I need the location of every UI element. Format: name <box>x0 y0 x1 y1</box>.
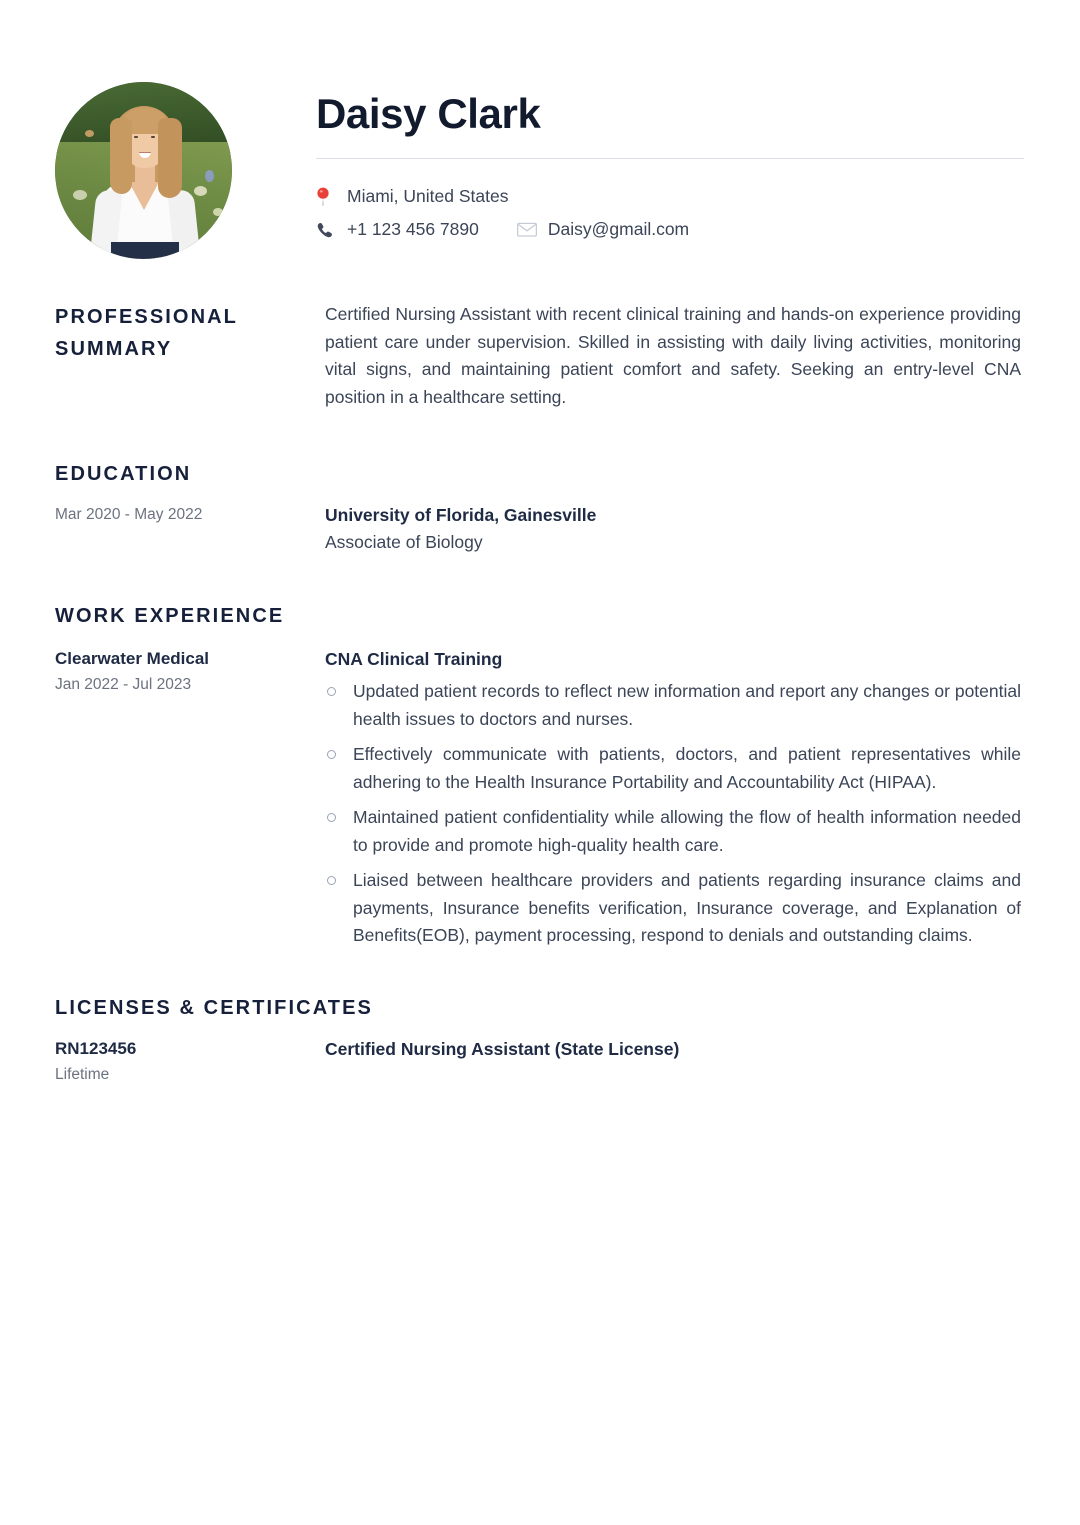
work-detail-col <box>325 646 1021 950</box>
section-licenses-certificates <box>55 992 1021 1088</box>
license-meta-col <box>55 1036 325 1088</box>
education-detail-col <box>325 502 1021 556</box>
summary-body-col <box>325 301 1021 411</box>
section-title-summary: PROFESSIONAL SUMMARY <box>55 306 238 360</box>
page-title: Daisy Clark <box>316 90 541 137</box>
license-validity: Lifetime <box>55 1065 110 1083</box>
location-text: Miami, United States <box>347 186 509 206</box>
contact-location <box>316 180 508 213</box>
license-entry <box>55 1036 1021 1088</box>
envelope-icon <box>517 222 539 237</box>
section-education <box>55 458 1021 556</box>
section-title-education: EDUCATION <box>55 463 192 485</box>
license-id: RN123456 <box>55 1038 137 1058</box>
list-item <box>325 867 1021 950</box>
section-work-experience <box>55 600 1021 950</box>
education-date-col <box>55 502 325 528</box>
bullet-circle-icon <box>327 750 336 759</box>
contact-phone <box>316 213 479 246</box>
header-main <box>235 70 1024 246</box>
contact-row-phone-email <box>316 213 1024 246</box>
work-employer: Clearwater Medical <box>55 649 210 668</box>
summary-heading-col <box>55 301 325 365</box>
bullet-text: Updated patient records to reflect new information and report any changes or potential health issues to doctors and nurses. <box>353 681 1021 729</box>
portrait-photo <box>55 82 232 259</box>
education-school: University of Florida, Gainesville <box>325 505 597 525</box>
work-meta-col <box>55 646 325 698</box>
contact-email <box>517 213 689 246</box>
header-divider <box>316 158 1024 159</box>
phone-icon <box>316 221 338 239</box>
section-professional-summary <box>55 301 1021 411</box>
section-title-licenses: LICENSES & CERTIFICATES <box>55 996 373 1019</box>
work-entry <box>55 646 1021 950</box>
bullet-circle-icon <box>327 876 336 885</box>
work-role: CNA Clinical Training <box>325 649 503 669</box>
education-degree: Associate of Biology <box>325 532 483 552</box>
list-item <box>325 741 1021 796</box>
work-bullet-list <box>325 678 1021 950</box>
bullet-text: Effectively communicate with patients, doctors, and patient representatives while adhering to the Health Insurance Portability and Accountability Act (HIPAA). <box>353 744 1021 792</box>
location-pin-icon <box>316 187 338 207</box>
bullet-circle-icon <box>327 813 336 822</box>
license-detail-col <box>325 1036 1021 1062</box>
resume-header <box>55 70 1021 259</box>
bullet-circle-icon <box>327 687 336 696</box>
bullet-text: Maintained patient confidentiality while allowing the flow of health information needed to provide and promote high-quality health care. <box>353 807 1021 855</box>
license-name: Certified Nursing Assistant (State License) <box>325 1038 680 1059</box>
contact-block <box>316 180 1024 246</box>
list-item <box>325 678 1021 733</box>
education-entry <box>55 502 1021 556</box>
summary-text: Certified Nursing Assistant with recent clinical training and hands-on experience providing patient care under supervision. Skilled in assisting with daily living activities, monitoring vital signs, and maintaining patient comfort and safety. Seeking an entry-level CNA position in a healthcare setting. <box>325 304 1021 407</box>
education-date: Mar 2020 - May 2022 <box>55 506 203 523</box>
contact-row-location <box>316 180 1024 213</box>
work-date: Jan 2022 - Jul 2023 <box>55 676 192 693</box>
avatar <box>55 70 235 259</box>
bullet-text: Liaised between healthcare providers and patients regarding insurance claims and payments, Insurance benefits verification, Insurance coverage, and Explanation of Benefits(EOB), payment processing, respond to denials and outstanding claims. <box>353 870 1021 945</box>
email-text: Daisy@gmail.com <box>547 219 690 239</box>
phone-text: +1 123 456 7890 <box>347 219 479 239</box>
section-title-work: WORK EXPERIENCE <box>55 605 285 627</box>
list-item <box>325 804 1021 859</box>
